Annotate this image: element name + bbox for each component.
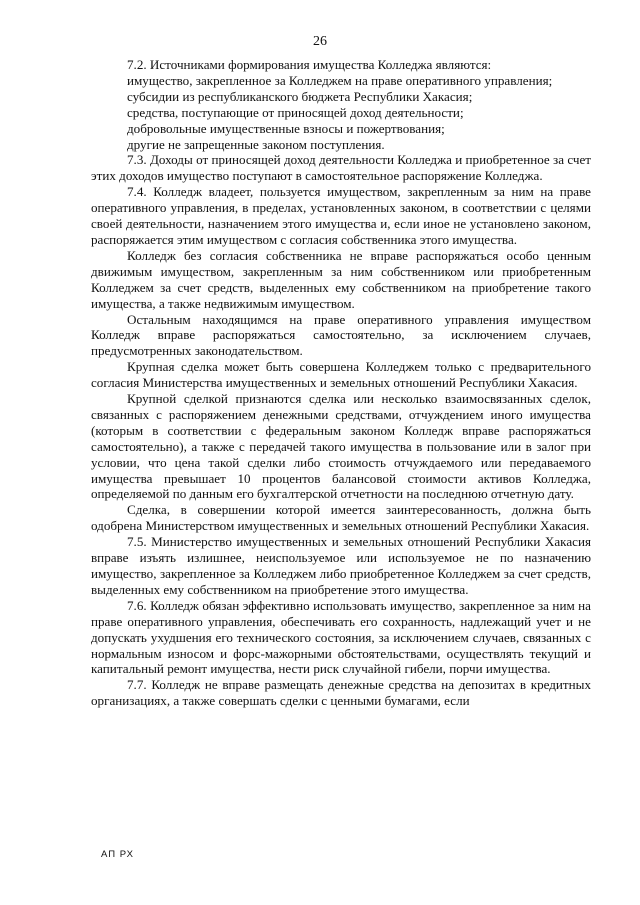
paragraph-7-4: 7.4. Колледж владеет, пользуется имуществом, закрепленным за ним на праве оперативного управления, в пределах, установленных законом, в соответствии с целями своей деятельности, назначением этого имущества и, если иное не установлено законом, распоряжается этим имуществом с согласия собственника этого имущества.	[91, 184, 591, 247]
paragraph-7-6: 7.6. Колледж обязан эффективно использовать имущество, закрепленное за ним на праве оперативного управления, обеспечивать его сохранность, надлежащий учет и не допускать ухудшения его технического состояния, за исключением случаев, связанных с нормальным износом и форс-мажорными обстоятельствами, осуществлять текущий и капитальный ремонт имущества, нести риск случайной гибели, порчи имущества.	[91, 597, 591, 677]
page-number: 26	[313, 34, 327, 49]
paragraph: Сделка, в совершении которой имеется заинтересованность, должна быть одобрена Министерством имущественных и земельных отношений Республики Хакасия.	[91, 502, 591, 534]
list-item: имущество, закрепленное за Колледжем на праве оперативного управления;	[127, 72, 553, 88]
paragraph-7-7: 7.7. Колледж не вправе размещать денежные средства на депозитах в кредитных организациях, а также совершать сделки с ценными бумагами, если	[91, 677, 591, 709]
paragraph-7-3: 7.3. Доходы от приносящей доход деятельности Колледжа и приобретенное за счет этих доходов имущество поступают в самостоятельное распоряжение Колледжа.	[91, 152, 591, 184]
document-body	[91, 57, 591, 709]
paragraph: Остальным находящимся на праве оперативного управления имуществом Колледж вправе распоряжаться самостоятельно, за исключением случаев, предусмотренных законодательством.	[91, 311, 591, 359]
list-item: субсидии из республиканского бюджета Республики Хакасия;	[127, 88, 473, 104]
section-heading-7-2: 7.2. Источниками формирования имущества Колледжа являются:	[127, 57, 492, 72]
footer-mark: АП РХ	[101, 849, 134, 860]
list-item: добровольные имущественные взносы и пожертвования;	[127, 120, 445, 136]
paragraph: Крупной сделкой признаются сделка или несколько взаимосвязанных сделок, связанных с распоряжением денежными средствами, отчуждением иного имущества (которым в соответствии с федеральным законом Колледж вправе распоряжаться самостоятельно), а также с передачей такого имущества в пользование или в залог при условии, что цена такой сделки либо стоимость отчуждаемого или передаваемого имущества превышает 10 процентов балансовой стоимости активов Колледжа, определяемой по данным его бухгалтерской отчетности на последнюю отчетную дату.	[91, 391, 591, 502]
paragraph-7-5: 7.5. Министерство имущественных и земельных отношений Республики Хакасия вправе изъять излишнее, неиспользуемое или используемое не по назначению имущество, закрепленное за Колледжем либо приобретенное Колледжем за счет средств, выделенных ему собственником на приобретение этого имущества.	[91, 534, 591, 597]
list-item: средства, поступающие от приносящей доход деятельности;	[127, 104, 464, 120]
paragraph: Крупная сделка может быть совершена Колледжем только с предварительного согласия Министерства имущественных и земельных отношений Республики Хакасия.	[91, 359, 591, 391]
list-item: другие не запрещенные законом поступления.	[127, 136, 385, 152]
paragraph: Колледж без согласия собственника не вправе распоряжаться особо ценным движимым имуществом, закрепленным за ним собственником или приобретенным Колледжем за счет средств, выделенных ему собственником на приобретение такого имущества, а также недвижимым имуществом.	[91, 247, 591, 311]
